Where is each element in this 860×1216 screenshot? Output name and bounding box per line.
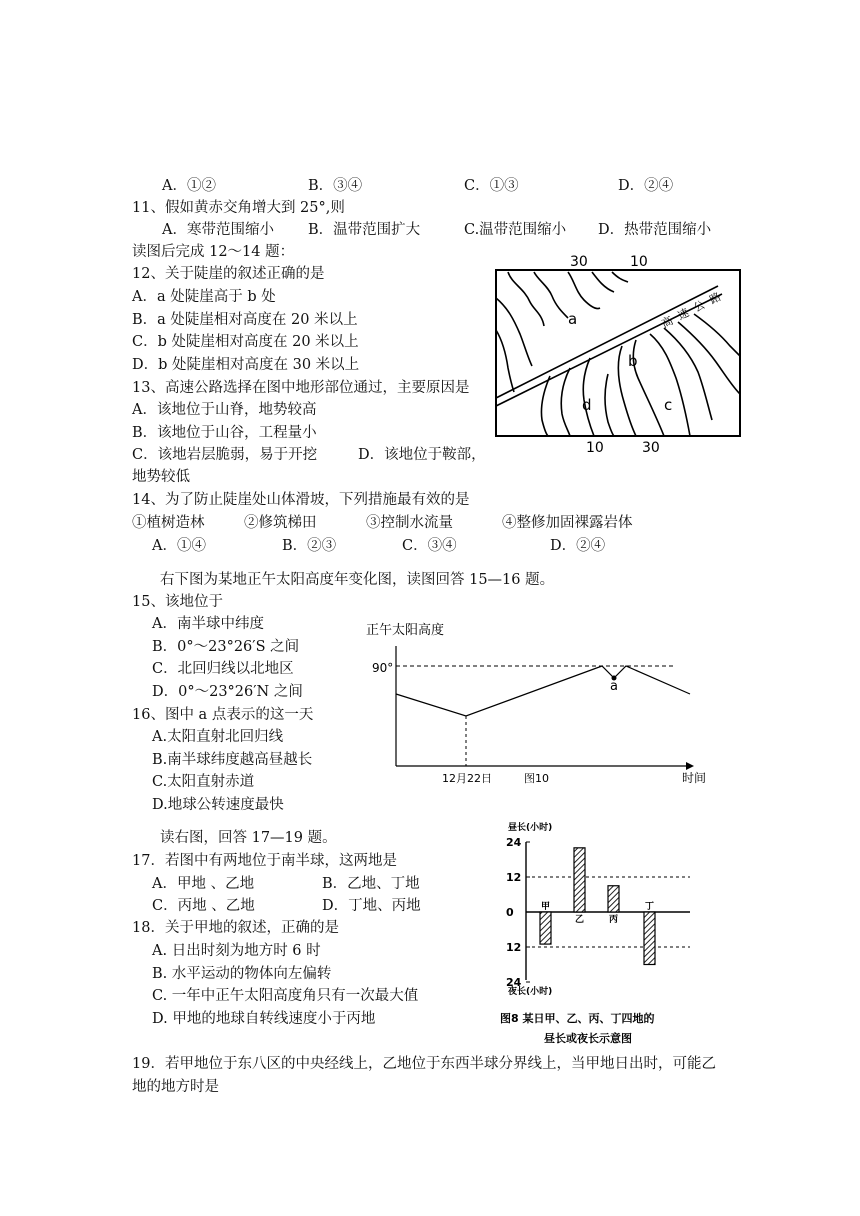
dl-chart-bottom-label: 夜长(小时)	[508, 987, 553, 997]
q14-option-b: B．②③	[282, 538, 337, 554]
sun-chart-fig-label: 图10	[524, 772, 549, 785]
map-label-30-top: 30	[570, 254, 588, 270]
dl-chart-category-label: 乙	[574, 915, 585, 925]
map-label-10-bottom: 10	[586, 440, 604, 456]
q12-option-c: C．b 处陡崖相对高度在 20 米以上	[132, 334, 359, 350]
q17-option-a: A．甲地 、乙地	[152, 876, 255, 892]
map-label-d: d	[582, 396, 592, 414]
dl-chart-bar-day	[608, 886, 619, 912]
q12-option-d: D．b 处陡崖相对高度在 30 米以上	[132, 357, 360, 373]
dl-chart-category-label: 甲	[540, 902, 551, 912]
sun-chart-ylabel: 正午太阳高度	[366, 623, 445, 638]
q19-stem: 19．若甲地位于东八区的中央经线上，乙地位于东西半球分界线上，当甲地日出时，可能乙	[132, 1056, 716, 1072]
dl-chart-top-label: 昼长(小时)	[508, 823, 553, 833]
dl-chart-bar-night	[540, 912, 551, 944]
q18-option-c: C. 一年中正午太阳高度角只有一次最大值	[152, 988, 419, 1004]
q14-option-a: A．①④	[152, 538, 206, 554]
q13-option-a: A．该地位于山脊，地势较高	[132, 402, 317, 418]
sun-chart-tick-90: 90°	[372, 661, 394, 675]
map-road-char: 公	[691, 298, 708, 315]
sun-chart-x-arrow	[686, 762, 694, 770]
sun-chart-point-label: a	[610, 679, 618, 694]
contour-map	[490, 250, 750, 456]
dl-chart-caption-2: 昼长或夜长示意图	[544, 1032, 632, 1045]
dl-chart-category-label: 丙	[608, 915, 619, 925]
q16-option-c: C.太阳直射赤道	[152, 774, 255, 790]
sun-chart-curve	[396, 666, 690, 716]
dl-chart-bar-day	[574, 848, 585, 912]
q12-option-b: B．a 处陡崖相对高度在 20 米以上	[132, 312, 358, 328]
intro-15-16: 右下图为某地正午太阳高度年变化图，读图回答 15—16 题。	[160, 572, 555, 588]
q17-option-d: D．丁地、丙地	[322, 898, 421, 914]
intro-12-14: 读图后完成 12～14 题：	[132, 244, 295, 260]
dl-chart-tick-label: 24	[506, 836, 522, 849]
dl-chart-category-label: 丁	[644, 902, 655, 912]
dl-chart-tick-label: 24	[506, 976, 522, 989]
q10-option-d: D．②④	[618, 178, 674, 194]
dl-chart-bar-night	[644, 912, 655, 965]
q15-stem: 15、该地位于	[132, 594, 223, 610]
q15-option-c: C．北回归线以北地区	[152, 661, 294, 677]
q18-option-a: A. 日出时刻为地方时 6 时	[152, 943, 321, 959]
q14-stem: 14、为了防止陡崖处山体滑坡，下列措施最有效的是	[132, 492, 470, 508]
q16-option-a: A.太阳直射北回归线	[152, 729, 284, 745]
q11-option-b: B．温带范围扩大	[308, 222, 421, 238]
q13-option-c: C．该地岩层脆弱，易于开挖	[132, 447, 318, 463]
q11-option-c: C.温带范围缩小	[464, 222, 567, 238]
q18-option-d: D. 甲地的地球自转线速度小于丙地	[152, 1011, 376, 1027]
sun-altitude-chart	[364, 616, 716, 788]
map-frame	[496, 270, 740, 436]
dl-chart-tick-label: 0	[506, 906, 514, 919]
q14-option-d: D．②④	[550, 538, 606, 554]
q16-stem: 16、图中 a 点表示的这一天	[132, 707, 314, 723]
dl-chart-tick-label: 12	[506, 871, 522, 884]
q13-option-d-cont: 地势较低	[132, 469, 190, 485]
map-label-c: c	[664, 396, 673, 414]
q11-option-d: D．热带范围缩小	[598, 222, 712, 238]
day-length-chart	[494, 818, 708, 1050]
dl-chart-tick-label: 12	[506, 941, 522, 954]
q10-option-c: C．①③	[464, 178, 519, 194]
map-road-char: 速	[675, 306, 692, 323]
q12-stem: 12、关于陡崖的叙述正确的是	[132, 266, 325, 282]
q11-option-a: A．寒带范围缩小	[162, 222, 274, 238]
q14-option-c: C．③④	[402, 538, 457, 554]
q11-stem: 11、假如黄赤交角增大到 25°,则	[132, 200, 345, 216]
sun-chart-xlabel: 时间	[682, 771, 707, 785]
q16-option-b: B.南半球纬度越高昼越长	[152, 752, 313, 768]
q15-option-b: B．0°～23°26′S 之间	[152, 639, 300, 655]
q17-stem: 17．若图中有两地位于南半球，这两地是	[132, 853, 397, 869]
sun-chart-date-label: 12月22日	[442, 772, 492, 785]
q14-item-2: ②修筑梯田	[244, 515, 317, 531]
q13-option-b: B．该地位于山谷，工程量小	[132, 425, 317, 441]
map-road-char: 路	[707, 290, 724, 307]
q18-stem: 18．关于甲地的叙述，正确的是	[132, 920, 339, 936]
map-label-a: a	[568, 310, 578, 328]
q13-stem: 13、高速公路选择在图中地形部位通过，主要原因是	[132, 380, 470, 396]
q14-item-1: ①植树造林	[132, 515, 205, 531]
map-road-char: 高	[659, 314, 676, 331]
q17-option-c: C．丙地 、乙地	[152, 898, 255, 914]
q15-option-d: D．0°～23°26′N 之间	[152, 684, 303, 700]
q17-option-b: B．乙地、丁地	[322, 876, 420, 892]
map-label-b: b	[628, 352, 638, 370]
intro-17-19: 读右图，回答 17—19 题。	[160, 830, 337, 846]
q12-option-a: A．a 处陡崖高于 b 处	[132, 289, 276, 305]
q18-option-b: B. 水平运动的物体向左偏转	[152, 966, 332, 982]
q14-item-4: ④整修加固裸露岩体	[502, 515, 633, 531]
q13-option-d: D．该地位于鞍部，	[358, 447, 486, 463]
q19-stem-cont: 地的地方时是	[132, 1079, 219, 1095]
q16-option-d: D.地球公转速度最快	[152, 797, 284, 813]
map-label-10-top: 10	[630, 254, 648, 270]
q15-option-a: A．南半球中纬度	[152, 616, 264, 632]
dl-chart-caption-1: 图8 某日甲、乙、丙、丁四地的	[500, 1012, 655, 1025]
q14-item-3: ③控制水流量	[366, 515, 453, 531]
map-label-30-bottom: 30	[642, 440, 660, 456]
q10-option-a: A．①②	[162, 178, 216, 194]
q10-option-b: B．③④	[308, 178, 363, 194]
